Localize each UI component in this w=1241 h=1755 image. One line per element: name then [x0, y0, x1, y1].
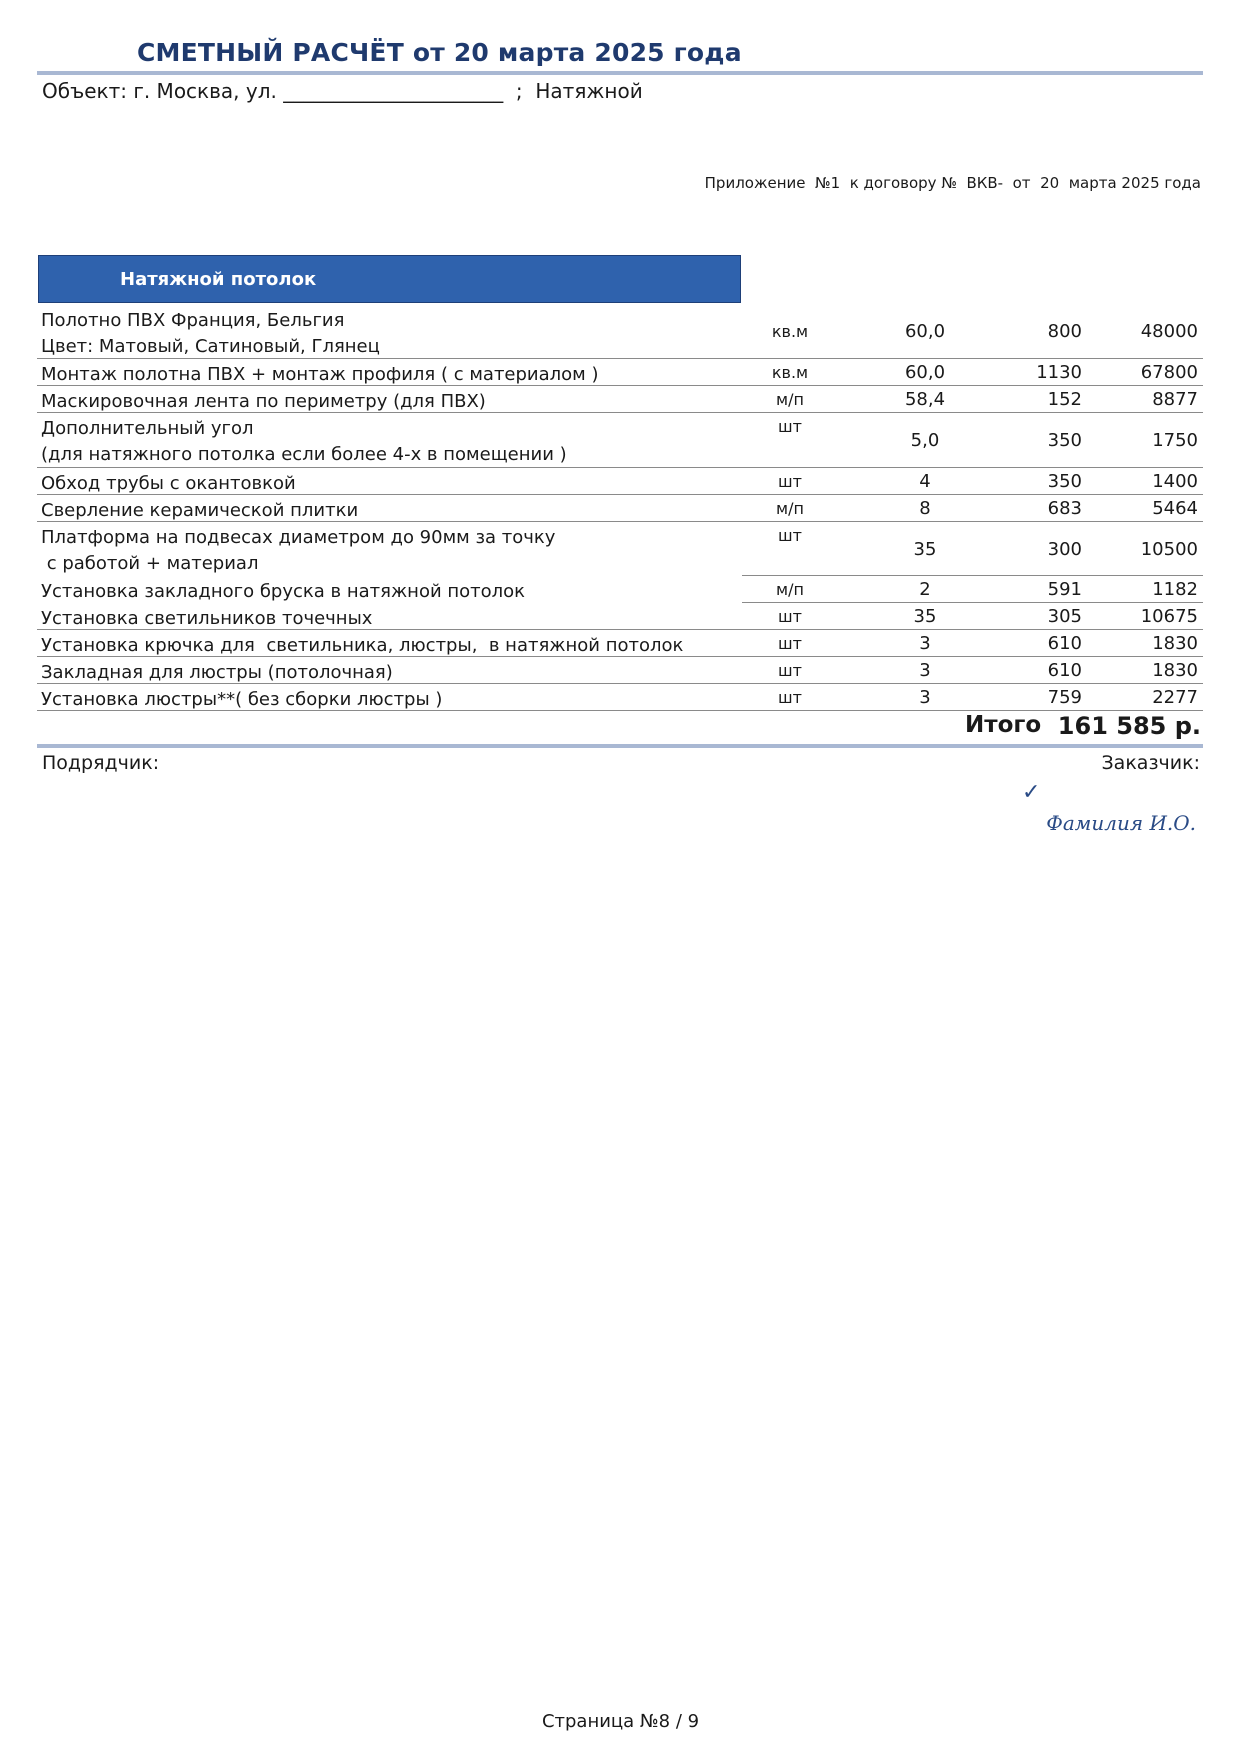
- table-row: [37, 576, 1203, 603]
- row-name: Монтаж полотна ПВХ + монтаж профиля ( с материалом ): [41, 364, 599, 385]
- row-qty: 60,0: [904, 321, 946, 342]
- row-unit: кв.м: [771, 362, 809, 382]
- row-unit: м/п: [776, 498, 804, 518]
- row-price: 350: [1047, 470, 1082, 492]
- table-row: [37, 657, 1203, 684]
- table-row: [37, 386, 1203, 413]
- table-row: [37, 603, 1203, 630]
- checkmark-icon: ✓: [1022, 780, 1041, 805]
- row-qty: 2: [919, 579, 931, 600]
- customer-signature: Фамилия И.О.: [1046, 811, 1196, 835]
- row-unit: шт: [778, 606, 802, 626]
- row-qty: 3: [919, 659, 931, 681]
- table-row: [37, 522, 1203, 576]
- row-unit: шт: [778, 471, 802, 491]
- page-number: Страница №8 / 9: [541, 1711, 700, 1732]
- row-sum: 1182: [1152, 579, 1198, 600]
- row-qty: 5,0: [910, 429, 940, 451]
- row-qty: 35: [913, 538, 937, 560]
- object-address: Объект: г. Москва, ул. ______________________ ; Натяжной: [42, 79, 643, 103]
- row-sum: 10675: [1140, 605, 1198, 627]
- row-price: 591: [1047, 579, 1082, 600]
- table-row: [37, 684, 1203, 711]
- bottom-divider: [37, 744, 1203, 748]
- row-unit: м/п: [776, 580, 804, 599]
- row-price: 152: [1047, 388, 1082, 410]
- row-name: Платформа на подвесах диаметром до 90мм за точку с работой + материал: [41, 527, 556, 574]
- row-unit: кв.м: [771, 322, 809, 341]
- row-name: Дополнительный угол (для натяжного потолка если более 4-х в помещении ): [41, 418, 567, 465]
- row-qty: 3: [919, 632, 931, 654]
- row-name: Маскировочная лента по периметру (для ПВХ): [41, 391, 486, 412]
- title-divider: [37, 71, 1203, 75]
- table-row: [37, 495, 1203, 522]
- table-row: [37, 413, 1203, 468]
- row-unit: шт: [778, 687, 802, 707]
- customer-label: Заказчик:: [1101, 752, 1200, 774]
- table-row: [37, 359, 1203, 386]
- row-sum: 67800: [1140, 361, 1198, 383]
- row-price: 683: [1047, 497, 1082, 519]
- row-qty: 3: [919, 686, 931, 708]
- row-sum: 5464: [1152, 497, 1198, 519]
- row-sum: 2277: [1152, 686, 1198, 708]
- row-name: Закладная для люстры (потолочная): [41, 662, 393, 683]
- table-row: [37, 630, 1203, 657]
- row-unit: м/п: [776, 389, 804, 409]
- total-value: 161 585 р.: [1057, 712, 1201, 740]
- row-sum: 1750: [1152, 429, 1198, 451]
- row-qty: 35: [913, 605, 937, 627]
- document-title: СМЕТНЫЙ РАСЧЁТ от 20 марта 2025 года: [137, 38, 742, 67]
- row-name: Установка закладного бруска в натяжной потолок: [41, 581, 526, 602]
- row-name: Установка светильников точечных: [41, 608, 373, 629]
- row-price: 800: [1047, 321, 1082, 342]
- row-price: 300: [1047, 538, 1082, 560]
- row-price: 305: [1047, 605, 1082, 627]
- row-price: 350: [1047, 429, 1082, 451]
- section-title: Натяжной потолок: [120, 268, 317, 290]
- row-sum: 1830: [1152, 659, 1198, 681]
- row-name: Установка крючка для светильника, люстры, в натяжной потолок: [41, 635, 684, 656]
- row-sum: 8877: [1152, 388, 1198, 410]
- row-qty: 58,4: [904, 388, 946, 410]
- row-name: Сверление керамической плитки: [41, 500, 359, 521]
- row-price: 1130: [1036, 361, 1082, 383]
- row-name: Установка люстры**( без сборки люстры ): [41, 689, 443, 710]
- row-price: 759: [1047, 686, 1082, 708]
- table-row: [37, 305, 1203, 359]
- row-unit: шт: [778, 417, 802, 436]
- estimate-table: [37, 305, 1203, 711]
- row-qty: 60,0: [904, 361, 946, 383]
- row-name: Полотно ПВХ Франция, Бельгия Цвет: Матовый, Сатиновый, Глянец: [41, 310, 380, 357]
- row-price: 610: [1047, 632, 1082, 654]
- row-unit: шт: [778, 526, 802, 545]
- row-name: Обход трубы с окантовкой: [41, 473, 296, 494]
- row-sum: 48000: [1140, 321, 1198, 342]
- total-label: Итого: [965, 712, 1042, 738]
- row-price: 610: [1047, 659, 1082, 681]
- row-sum: 1400: [1152, 470, 1198, 492]
- row-sum: 10500: [1140, 538, 1198, 560]
- row-unit: шт: [778, 633, 802, 653]
- row-unit: шт: [778, 660, 802, 680]
- row-qty: 4: [919, 470, 931, 492]
- table-row: [37, 468, 1203, 495]
- contractor-label: Подрядчик:: [42, 752, 160, 774]
- row-qty: 8: [919, 497, 931, 519]
- row-sum: 1830: [1152, 632, 1198, 654]
- appendix-note: Приложение №1 к договору № ВКВ- от 20 марта 2025 года: [704, 174, 1201, 192]
- section-header: [38, 255, 741, 303]
